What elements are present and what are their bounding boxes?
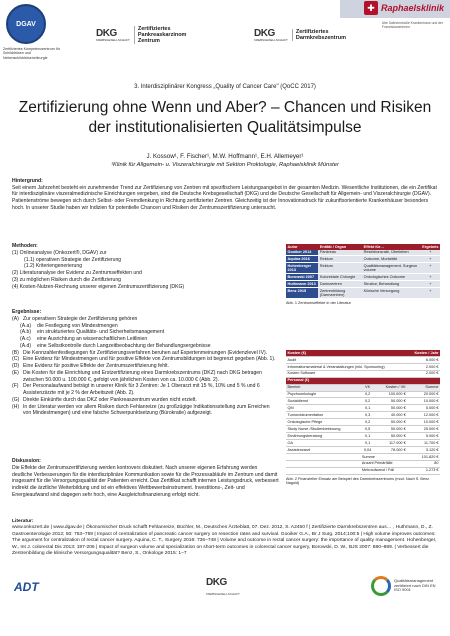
table-cell: + [421,263,440,274]
table-header: Autor [286,244,318,250]
table-cell: Informationsmaterial & Veranstaltungen (inkl. Sponsoring) [286,363,407,370]
table-cell: Aquina 2016 [286,256,318,263]
figure-2 [286,350,440,485]
literature-table [286,244,440,299]
table-cell: 117.000 € [375,439,407,446]
table-header: Personal (€) [286,377,440,384]
table-cell: Resektionsrate, Überleben [362,250,421,256]
table-cell: Kosten Software [286,370,407,377]
cert-pankreas-text: Zertifiziertes Pankreaskarzinom Zentrum [134,26,206,45]
table-row [286,391,440,398]
result-item: (A) Zur operativen Strategie der Zertifizierung gehören [12,315,138,322]
background-heading: Hintergrund: [12,178,43,184]
results-heading: Ergebnisse: [12,309,42,315]
dkg-logo-sub: KREBSGESELLSCHAFT [206,592,240,596]
summary-row [286,460,440,467]
table-row [286,419,440,426]
table-cell: Kolorektale Chirurgie [318,274,362,281]
table-header: VK [360,384,375,391]
table-cell: Hohenberger 2013 [286,263,318,274]
table-row [286,446,440,453]
table-cell: Tumordokumentation [286,412,360,419]
cert-darm [254,26,348,44]
figure-2-caption: Abb. 2 Finanzieller Einsatz am Beispiel des Darmkrebszentrums (mod. Nach S. Benz Nagold) [286,476,430,485]
table-cell: Anzahl Primärfälle [360,460,407,467]
method-item: (1.1) operativen Strategie der Zertifizierung [24,256,122,263]
cross-icon: ✚ [364,1,378,15]
table-cell: Onkologisches Outcome [362,274,421,281]
result-item: (C) Eine Evidenz für Mindestmengen und für positive Effekte von Zentrumsbildungen ist begrenzt gegeben (Abb. 1). [12,356,276,363]
method-item: (3) zu möglichen Risiken durch die Zertifizierung [12,276,121,283]
iso-cert-logo [371,576,438,596]
table-cell: Outcome, Mortalität [362,256,421,263]
table-cell: Sozialdienst [286,398,360,405]
table-row [286,426,440,433]
table-header: Bereich [286,384,360,391]
table-cell: + [421,281,440,288]
table-cell: Huthmann 2013 [286,281,318,288]
table-cell: 0,2 [360,398,375,405]
table-cell: OA [286,439,360,446]
summary-row [286,453,440,460]
table-header: Entität / Organ [318,244,362,250]
result-subitem: (A.c) eine Ausrichtung an wissenschaftlichen Leitlinien [20,336,148,343]
result-item: (E) Die Kosten für die Einrichtung und Erstzertifizierung eines Darmkrebszentrums (DKZ) nach DKG betragen zwischen 50.000 u. 100.000 €, gefolgt von jährlichen Kosten von ca. 10.000 € (Abb. 2). [12,369,262,383]
dgav-caption: Zertifiziertes Kompetenzzentrum für Schilddrüsen und Nebenschilddrüsenchirurgie [3,47,60,60]
clinic-logo [364,1,444,15]
table-cell: 5.000 € [407,405,440,412]
table-cell: Ernährungsberatung [286,433,360,440]
table-cell: Rektum [318,263,362,274]
method-item: (1) Onlineanalyse (Onkozert®, DGAV) zur [12,249,107,256]
background-section [12,178,440,212]
table-cell: 0,5 [360,426,375,433]
table-cell: Struktur, Behandlung [362,281,421,288]
table-cell: 100.000 € [375,391,407,398]
footer [0,572,450,636]
table-cell [286,453,360,460]
result-item: (H) In der Literatur werden vor allem Risiken durch Fehlanreize (zu großzügige Indikationsstellung zum Erreichen von Mindestmengen) und eine falsche Schwerpunktsetzung (Bürokratie) aufgezeigt. [12,403,270,417]
table-cell: 0,2 [360,391,375,398]
table-header: Summe [407,384,440,391]
table-cell: Onkologische Pflege [286,419,360,426]
cert-pankreas [96,26,206,44]
table-cell: 6.000 € [407,356,440,363]
method-item: (1.2) Kriteriengenerierung [24,263,83,270]
cert-ring-icon [371,576,391,596]
table-row [286,281,440,288]
table-cell: Benz 2015 [286,287,318,298]
header [0,0,450,80]
table-cell: 20.000 € [407,391,440,398]
table-cell: 0,04 [360,446,375,453]
table-cell: + [421,274,440,281]
methods-heading: Methoden: [12,243,38,249]
literature-section [12,519,440,557]
results-section [12,309,279,417]
table-cell: Gooiker 2014 [286,250,318,256]
table-cell: Summe [360,453,407,460]
table-cell: 2.000 € [407,363,440,370]
result-subitem: (A.d) eine Selbstkontrolle durch Langzeitbeobachtung der Behandlungsergebnisse [20,342,211,349]
background-text: Seit einem Jahrzehnt besteht ein zunehmender Trend zur Zertifizierung von Zentren mit spezifischem Leistungsangebot in der gesamten Medizin. Wesentliche Institutionen, die ein Zertifikat für interdisziplinäre viszeralmedizinische Einrichtungen vergeben, sind die Deutsche Krebsgesellschaft (DKG) und die Deutsche Gesellschaft für Allgemein- und Viszeralchirurgie (DGAV). Patientenströme bewegen sich durch Selbst- oder Fremdlenkung in Richtung zertifizierter Zentren. Gleichzeitig ist der Innovationsdruck für zukunftsorientierte Krankenhäuser besonders hoch. In unserer Studie haben wir Indizien für potentielle Chancen und Risiken der Zentrumszertifizierung untersucht. [12,184,437,211]
cost-table [286,350,440,475]
table-row [286,405,440,412]
method-item: (2) Literaturanalyse der Evidenz zu Zentrumseffekten und [12,270,142,277]
table-header: Effekt für… [362,244,421,250]
figure-1-caption: Abb. 1 Zentrumseffekte in der Literatur [286,301,351,306]
table-cell: Study Nurse /Studienbetreuung [286,426,360,433]
table-header: Kosten / Jahr [407,350,440,356]
table-cell [286,460,360,467]
dgav-logo: DGAV [6,4,46,44]
affiliation: ¹Klinik für Allgemein- u. Viszeralchirurgie mit Sektion Proktologie, Raphaelsklinik Münster [111,162,339,168]
table-cell: 80 [407,460,440,467]
table-cell: 0,2 [360,419,375,426]
table-cell: 5.000 € [407,433,440,440]
discussion-section [12,458,279,499]
table-cell: 101.820 € [407,453,440,460]
result-subitem: (A.a) die Festlegung von Mindestmengen [20,322,118,329]
table-header: Ergebnis [422,244,439,249]
table-cell: 50.000 € [375,405,407,412]
table-row [286,356,440,363]
table-cell: 1.273 € [407,467,440,474]
cert-darm-text: Zertifiziertes Darmkrebszentrum [292,29,348,42]
table-cell: 50.000 € [375,419,407,426]
iso-cert-text: Qualitätsmanagement zertifiziert nach DIN EN ISO 9001 [394,577,436,593]
literature-text: www.onkozert.de | www.dgav.de | Ökonomischer Druck schafft Fehlanreize, Büchler, M., Deutsches Ärzteblatt, 07. Dez. 2012, S. A2450 f | Zertifizierte Darmkrebszentren aus… , Huthmann, D., Z. Gastroenterologie 2012; 50: 753–759 | Impact of centralization of pancreatic cancer surgery on resection rates and survival. Gooiker G.A., Br J Surg. 2014;100:5 | High volume improves outcomes: The argument for centralization of rectal cancer surgery. Aquina, C. T., Surgery 2016: 736–748 | Volume and outcome in rectal cancer surgery: the importance of quality management. Hohenberger, W., Int J. colorectal Dis 2013: 197-206 | Impact of surgeon volume and specialization on short-term outcomes in colorectal cancer surgery, Borowski, D. W., BJS 2007: 880–889. | Verbessert die Zentrenbildung die klinische Versorgungsqualität? Benz, S., Onkologe 2015: 1–7 [12,525,437,556]
discussion-text: Die Effekte der Zentrumszertifizierung werden kontrovers diskutiert. Nach unserer eigenen Erfahrung werden deutliche Verbesserungen für die interdisziplinäre Kommunikation sowie für die Prozessabläufe im Zentrum und damit insgesamt für die Versorgungsqualität der Patienten erreicht. Das Zertifikat schafft internen Leistungsdruck, verbessert indirekt die ärztliche Weiterbildung und ist ein effektives Wettbewerbsinstrument. Investitions-, Zeit- und Energieaufwand sind dagegen sehr hoch, eine Ausgleichsfinanzierung erfolgt nicht. [12,464,279,498]
table-header: Kosten (€) [286,350,407,356]
table-row [286,256,440,263]
result-item: (B) Die Kennzahlenfestlegungen für Zertifizierungsverfahren beruhen auf Expertenmeinungen (Evidenzlevel IV). [12,349,268,356]
congress-line: 3. Interdisziplinärer Kongress „Quality of Cancer Care" (QoCC 2017) [134,84,316,90]
table-row [286,412,440,419]
result-item: (D) Eine Evidenz für positive Effekte der Zentrumszertifizierung fehlt. [12,363,169,370]
summary-row [286,467,440,474]
table-row [286,439,440,446]
poster-title: Zertifizierung ohne Wenn und Aber? – Chancen und Risiken der institutionalisierten Qualitätsimpulse [18,99,432,137]
literature-heading: Literatur: [12,519,34,524]
table-cell: 78.000 € [375,446,407,453]
dkg-logo: DKG KREBSGESELLSCHAFT [96,27,130,42]
table-cell: + [421,250,440,256]
table-cell: 0,1 [360,433,375,440]
authors: J. Kossow¹, F. Fischer¹, M.W. Hoffmann¹, E.H. Allemeyer¹ [146,153,304,160]
table-row [286,287,440,298]
table-cell [286,467,360,474]
table-cell: 11.700 € [407,439,440,446]
table-cell: 0,3 [360,412,375,419]
table-cell: 40.000 € [375,412,407,419]
table-cell: Darmzentren [318,281,362,288]
table-row [286,363,440,370]
personal-header-row [286,377,440,384]
table-cell: 10.000 € [407,398,440,405]
table-cell: Audit [286,356,407,363]
table-cell: Rektum [318,256,362,263]
result-subitem: (A.b) ein strukturiertes Qualitäts- und Sicherheitsmanagement [20,329,165,336]
result-item: (G) Direkte Einkünfte durch das DKZ oder Pankreaszentrum wurden nicht erzielt. [12,396,197,403]
table-row [286,433,440,440]
table-cell: Borowski 2007 [286,274,318,281]
clinic-name: Raphaelsklinik [380,3,444,13]
table-cell: 25.000 € [407,426,440,433]
table-cell: 0,1 [360,405,375,412]
table-cell: 12.000 € [407,412,440,419]
table-cell: 50.000 € [375,398,407,405]
table-cell: Zentrenbildung (Darmzentren) [318,287,362,298]
clinic-subtitle: Alte Salinenstraße Krankenhaus und der Franziskanerinnen [382,21,444,30]
table-cell: 50.000 € [375,426,407,433]
table-cell: Mehraufwand / Fall [360,467,407,474]
table-cell: Qualitätsmanagement, Surgeon volume [362,263,421,274]
adt-logo: ADT [14,580,39,594]
table-cell: Psychoonkologie [286,391,360,398]
table-cell: 2.000 € [407,370,440,377]
methods-section [12,243,279,290]
table-row [286,398,440,405]
discussion-heading: Diskussion: [12,458,41,464]
table-row [286,274,440,281]
table-cell: Assistenzarzt [286,446,360,453]
table-cell: + [421,256,440,263]
method-item: (4) Kosten-Nutzen-Rechnung unserer eigenen Zentrumszertifizierung (DKG) [12,283,185,290]
table-cell: 10.000 € [407,419,440,426]
table-cell: 0,1 [360,439,375,446]
table-cell: Klinische Versorgung [362,287,421,298]
table-row [286,370,440,377]
table-cell: 50.000 € [375,433,407,440]
figure-1 [286,244,440,305]
table-cell: Pankreas [318,250,362,256]
table-cell: QM [286,405,360,412]
table-cell: + [421,287,440,298]
dkg-logo: DKG KREBSGESELLSCHAFT [254,27,288,42]
table-row [286,263,440,274]
table-header: Kosten / VK [375,384,407,391]
table-cell: 3.120 € [407,446,440,453]
dkg-logo: DKG [206,577,227,588]
column-header-row [286,384,440,391]
result-item: (F) Der Personalaufwand beträgt in unserer Klinik für 3 Zentren: Je 1 Oberarzt mit 15 %, 10% und 5 % und 6 Assistenzärzte mit je 2 % der Arbeitszeit (Abb. 2). [12,383,260,397]
